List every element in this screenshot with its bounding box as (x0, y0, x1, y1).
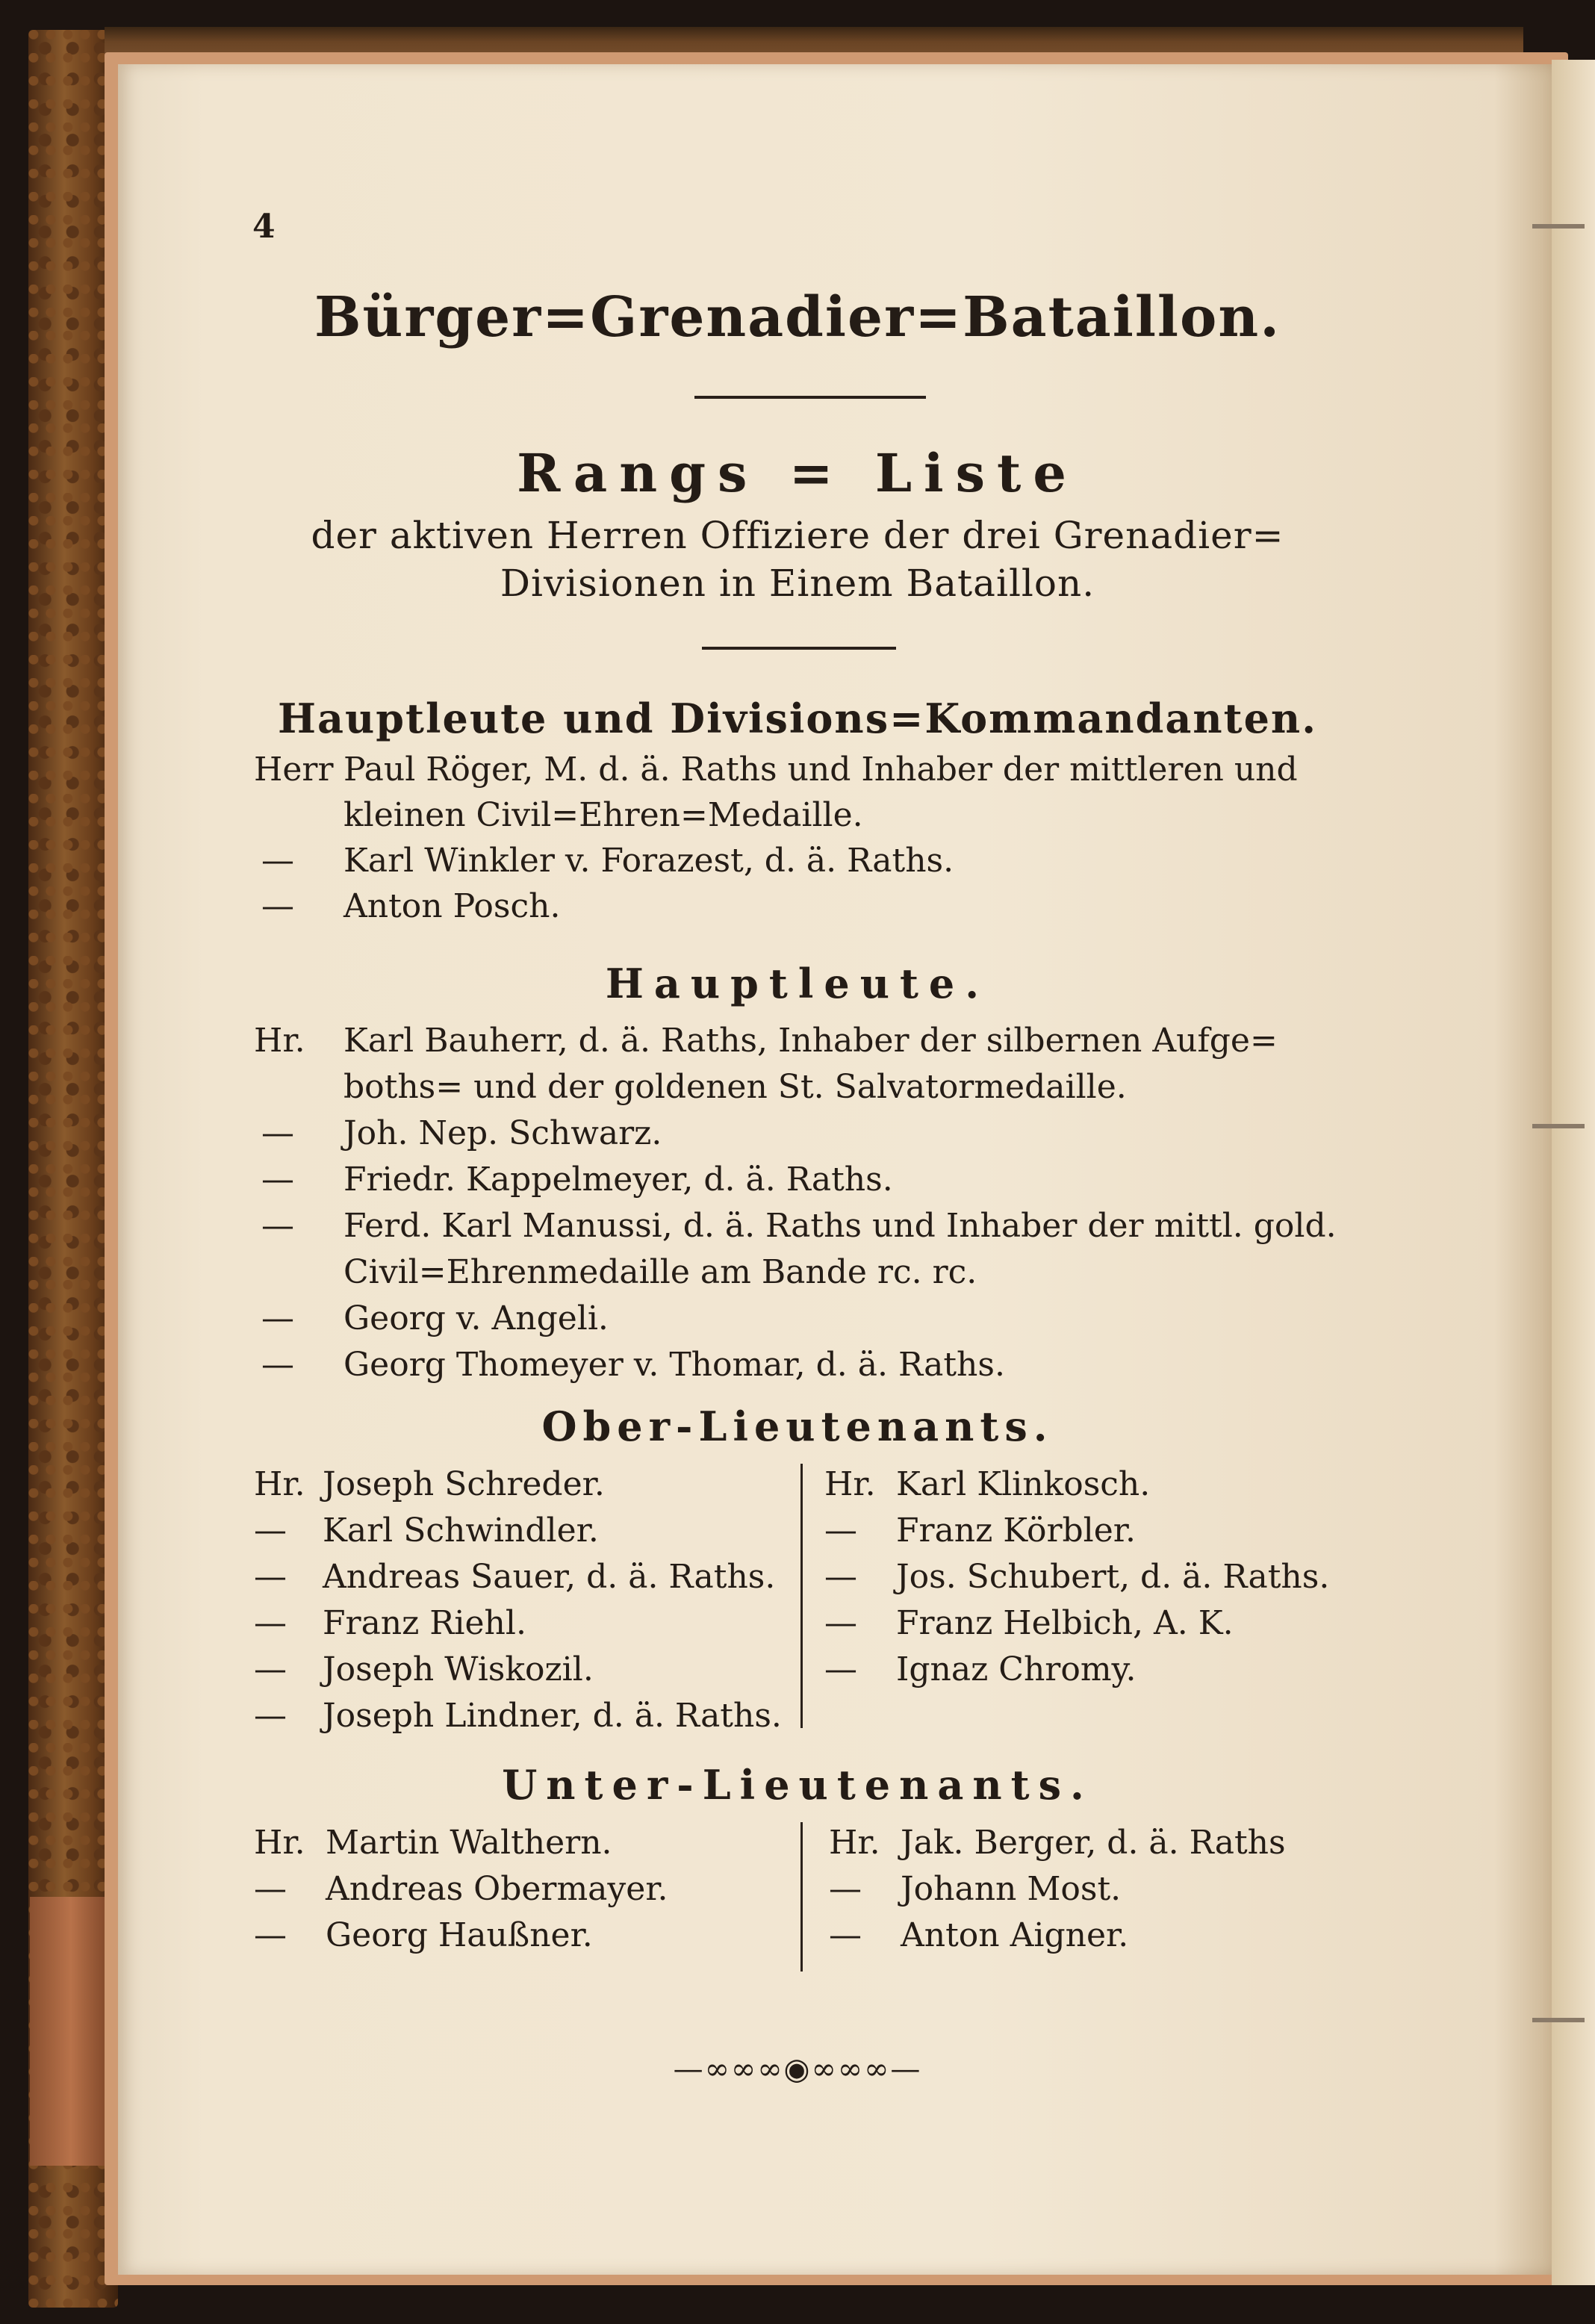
entry-prefix: — (261, 1161, 294, 1199)
page-number: 4 (252, 208, 276, 246)
entry-prefix: Hr. (824, 1465, 876, 1503)
page-title: Bürger=Grenadier=Bataillon. (314, 285, 1281, 349)
entry-text: Karl Bauherr, d. ä. Raths, Inhaber der silbernen Aufge= (343, 1022, 1278, 1060)
entry-prefix: Herr (254, 751, 334, 789)
entry-prefix: Hr. (829, 1824, 880, 1862)
entry-text: Joh. Nep. Schwarz. (343, 1114, 662, 1152)
subtitle-rule (702, 647, 896, 650)
entry-prefix: Hr. (254, 1465, 305, 1503)
entry-prefix: Hr. (254, 1824, 305, 1862)
entry-text: Friedr. Kappelmeyer, d. ä. Raths. (343, 1161, 893, 1199)
column-divider (800, 1822, 803, 1972)
entry-prefix: — (261, 1207, 294, 1245)
entry-prefix: — (261, 1346, 294, 1384)
title-rule (694, 396, 926, 399)
entry-prefix: — (824, 1650, 857, 1688)
entry-text: Karl Schwindler. (323, 1511, 599, 1550)
list-heading: Rangs = Liste (517, 442, 1078, 504)
entry-text: boths= und der goldenen St. Salvatormedaille. (343, 1068, 1127, 1106)
entry-text: Johann Most. (901, 1870, 1122, 1908)
entry-text: Andreas Sauer, d. ä. Raths. (323, 1558, 776, 1596)
entry-text: Jos. Schubert, d. ä. Raths. (896, 1558, 1330, 1596)
entry-text: Karl Klinkosch. (896, 1465, 1151, 1503)
entry-text: Georg v. Angeli. (343, 1299, 609, 1337)
entry-prefix: — (261, 842, 294, 880)
entry-prefix: — (829, 1916, 862, 1954)
section-heading-hauptleute: Hauptleute. (605, 960, 990, 1007)
entry-prefix: — (261, 887, 294, 925)
entry-text: Joseph Lindner, d. ä. Raths. (323, 1697, 782, 1735)
entry-prefix: — (261, 1299, 294, 1337)
entry-text: Georg Haußner. (326, 1916, 593, 1954)
section-heading-hauptleute-kommandanten: Hauptleute und Divisions=Kommandanten. (277, 695, 1317, 742)
entry-text: Jak. Berger, d. ä. Raths (901, 1824, 1286, 1862)
entry-text: Franz Helbich, A. K. (896, 1604, 1234, 1642)
entry-prefix: — (254, 1870, 287, 1908)
entry-prefix: — (254, 1558, 287, 1596)
entry-prefix: — (254, 1511, 287, 1550)
entry-prefix: — (254, 1650, 287, 1688)
subtitle-line-1: der aktiven Herren Offiziere der drei Grenadier= (311, 514, 1284, 557)
entry-prefix: — (824, 1558, 857, 1596)
entry-text: Franz Körbler. (896, 1511, 1136, 1550)
entry-text: kleinen Civil=Ehren=Medaille. (343, 796, 863, 834)
entry-text: Andreas Obermayer. (326, 1870, 668, 1908)
entry-text: Ferd. Karl Manussi, d. ä. Raths und Inhaber der mittl. gold. (343, 1207, 1337, 1245)
entry-text: Anton Posch. (343, 887, 561, 925)
entry-text: Civil=Ehrenmedaille am Bande rc. rc. (343, 1253, 977, 1291)
section-heading-ober-lieutenants: Ober-Lieutenants. (541, 1402, 1054, 1450)
section-heading-unter-lieutenants: Unter-Lieutenants. (502, 1761, 1093, 1809)
entry-prefix: — (824, 1604, 857, 1642)
ornament-divider: —∞∞∞◉∞∞∞— (673, 2052, 922, 2087)
entry-text: Ignaz Chromy. (896, 1650, 1137, 1688)
entry-prefix: — (254, 1697, 287, 1735)
entry-text: Georg Thomeyer v. Thomar, d. ä. Raths. (343, 1346, 1005, 1384)
entry-prefix: — (261, 1114, 294, 1152)
entry-prefix: — (824, 1511, 857, 1550)
entry-text: Anton Aigner. (901, 1916, 1129, 1954)
entry-text: Joseph Schreder. (323, 1465, 605, 1503)
entry-text: Martin Walthern. (326, 1824, 612, 1862)
column-divider (800, 1464, 803, 1728)
subtitle-line-2: Divisionen in Einem Bataillon. (500, 562, 1095, 605)
entry-prefix: — (254, 1604, 287, 1642)
entry-prefix: — (254, 1916, 287, 1954)
entry-text: Joseph Wiskozil. (323, 1650, 594, 1688)
entry-text: Franz Riehl. (323, 1604, 526, 1642)
entry-prefix: Hr. (254, 1022, 305, 1060)
entry-prefix: — (829, 1870, 862, 1908)
entry-text: Karl Winkler v. Forazest, d. ä. Raths. (343, 842, 954, 880)
entry-text: Paul Röger, M. d. ä. Raths und Inhaber der mittleren und (343, 751, 1298, 789)
